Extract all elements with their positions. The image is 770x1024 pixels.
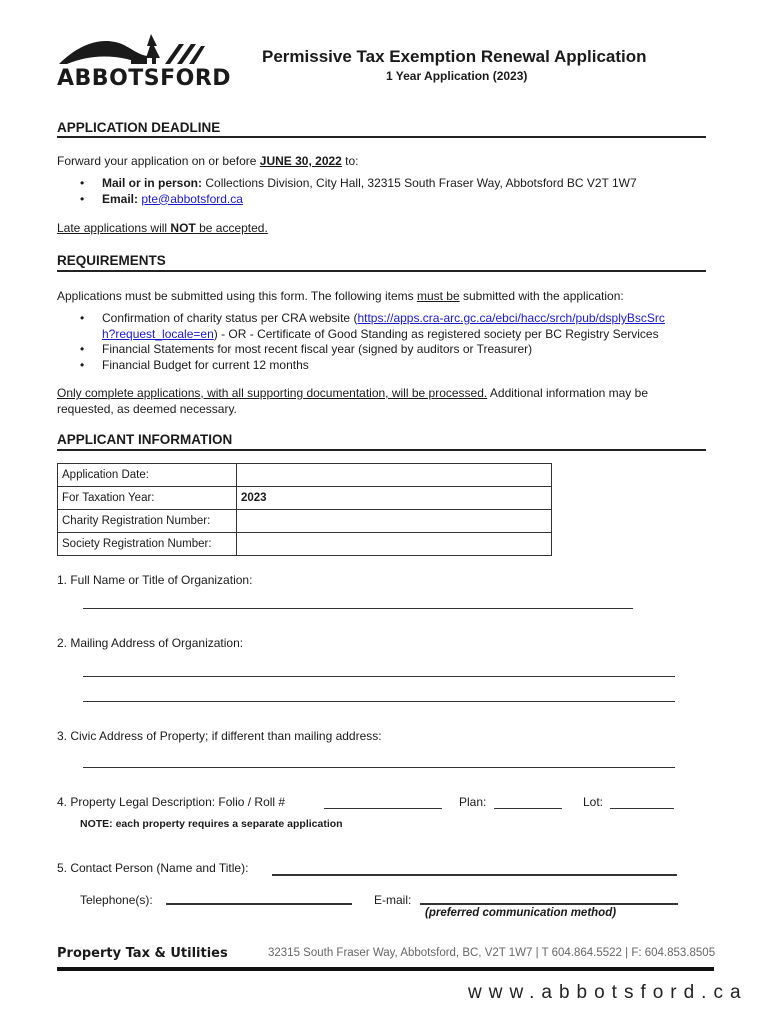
list-item: • Financial Statements for most recent fiscal year (signed by auditors or Treasurer) [80,342,670,358]
application-date-field[interactable] [237,464,552,487]
logo-mark-icon [57,32,207,68]
requirements-intro: Applications must be submitted using this form. The following items must be submitted with the application: [57,289,624,303]
divider [57,270,706,272]
civic-address-field[interactable] [83,767,675,768]
list-item: • Email: pte@abbotsford.ca [80,192,720,208]
telephone-label: Telephone(s): [80,893,153,907]
table-row: Charity Registration Number: [58,510,552,533]
plan-field[interactable] [494,808,562,809]
question-1-label: 1. Full Name or Title of Organization: [57,573,253,587]
email-field[interactable] [420,903,678,905]
email-link[interactable]: pte@abbotsford.ca [141,191,243,206]
applicant-table [57,463,552,556]
divider [57,449,706,451]
mailing-address-field-2[interactable] [83,701,675,702]
page-subtitle: 1 Year Application (2023) [386,69,528,83]
telephone-field[interactable] [166,903,352,905]
folio-roll-field[interactable] [324,808,442,809]
email-note: (preferred communication method) [425,907,617,919]
table-row: Society Registration Number: [58,533,552,556]
property-note: NOTE: each property requires a separate application [80,818,343,830]
logo-text: ABBOTSFORD [57,66,232,91]
requirements-note: Only complete applications, with all supporting documentation, will be processed. Additional information may be requested, as deemed necessary. [57,386,648,416]
society-number-field[interactable] [237,533,552,556]
page-title: Permissive Tax Exemption Renewal Application [262,47,647,66]
organization-name-field[interactable] [83,608,633,609]
deadline-list [80,176,720,207]
question-4-label: 4. Property Legal Description: Folio / Roll # [57,795,286,809]
requirements-list [80,311,670,373]
table-row: For Taxation Year: 2023 [58,487,552,510]
question-3-label: 3. Civic Address of Property; if different than mailing address: [57,729,382,743]
deadline-intro: Forward your application on or before JUNE 30, 2022 to: [57,154,359,168]
plan-label: Plan: [459,795,487,809]
table-row: Application Date: [58,464,552,487]
footer-contact: 32315 South Fraser Way, Abbotsford, BC, V2T 1W7 | T 604.864.5522 | F: 604.853.8505 [268,947,716,959]
email-label: E-mail: [374,893,412,907]
applicant-heading: APPLICANT INFORMATION [57,432,233,447]
logo [57,32,207,68]
contact-person-field[interactable] [272,874,677,876]
footer-department: Property Tax & Utilities [57,946,228,961]
divider [57,136,706,138]
mailing-address-field[interactable] [83,676,675,677]
list-item: • Confirmation of charity status per CRA website (https://apps.cra-arc.gc.ca/ebci/hacc/srch/pub/dsplyBscSrch?request_locale=en) - OR - Certificate of Good Standing as registered society per BC Registry Services [80,311,670,342]
list-item: • Financial Budget for current 12 months [80,358,670,374]
taxation-year-field[interactable]: 2023 [237,487,552,510]
footer-divider [57,967,714,971]
lot-label: Lot: [583,795,604,809]
deadline-heading: APPLICATION DEADLINE [57,120,221,135]
list-item: • Mail or in person: Collections Division, City Hall, 32315 South Fraser Way, Abbotsford BC V2T 1W7 [80,176,720,192]
charity-number-field[interactable] [237,510,552,533]
cra-link[interactable]: https://apps.cra-arc.gc.ca/ebci/hacc/srch/pub/dsplyBscSrch?request_locale=en [102,311,665,341]
question-2-label: 2. Mailing Address of Organization: [57,636,244,650]
lot-field[interactable] [610,808,674,809]
footer-website[interactable]: www.abbotsford.ca [468,982,748,1003]
requirements-heading: REQUIREMENTS [57,253,166,268]
question-5-label: 5. Contact Person (Name and Title): [57,861,249,875]
late-notice: Late applications will NOT be accepted. [57,221,268,235]
deadline-date: JUNE 30, 2022 [259,154,342,168]
